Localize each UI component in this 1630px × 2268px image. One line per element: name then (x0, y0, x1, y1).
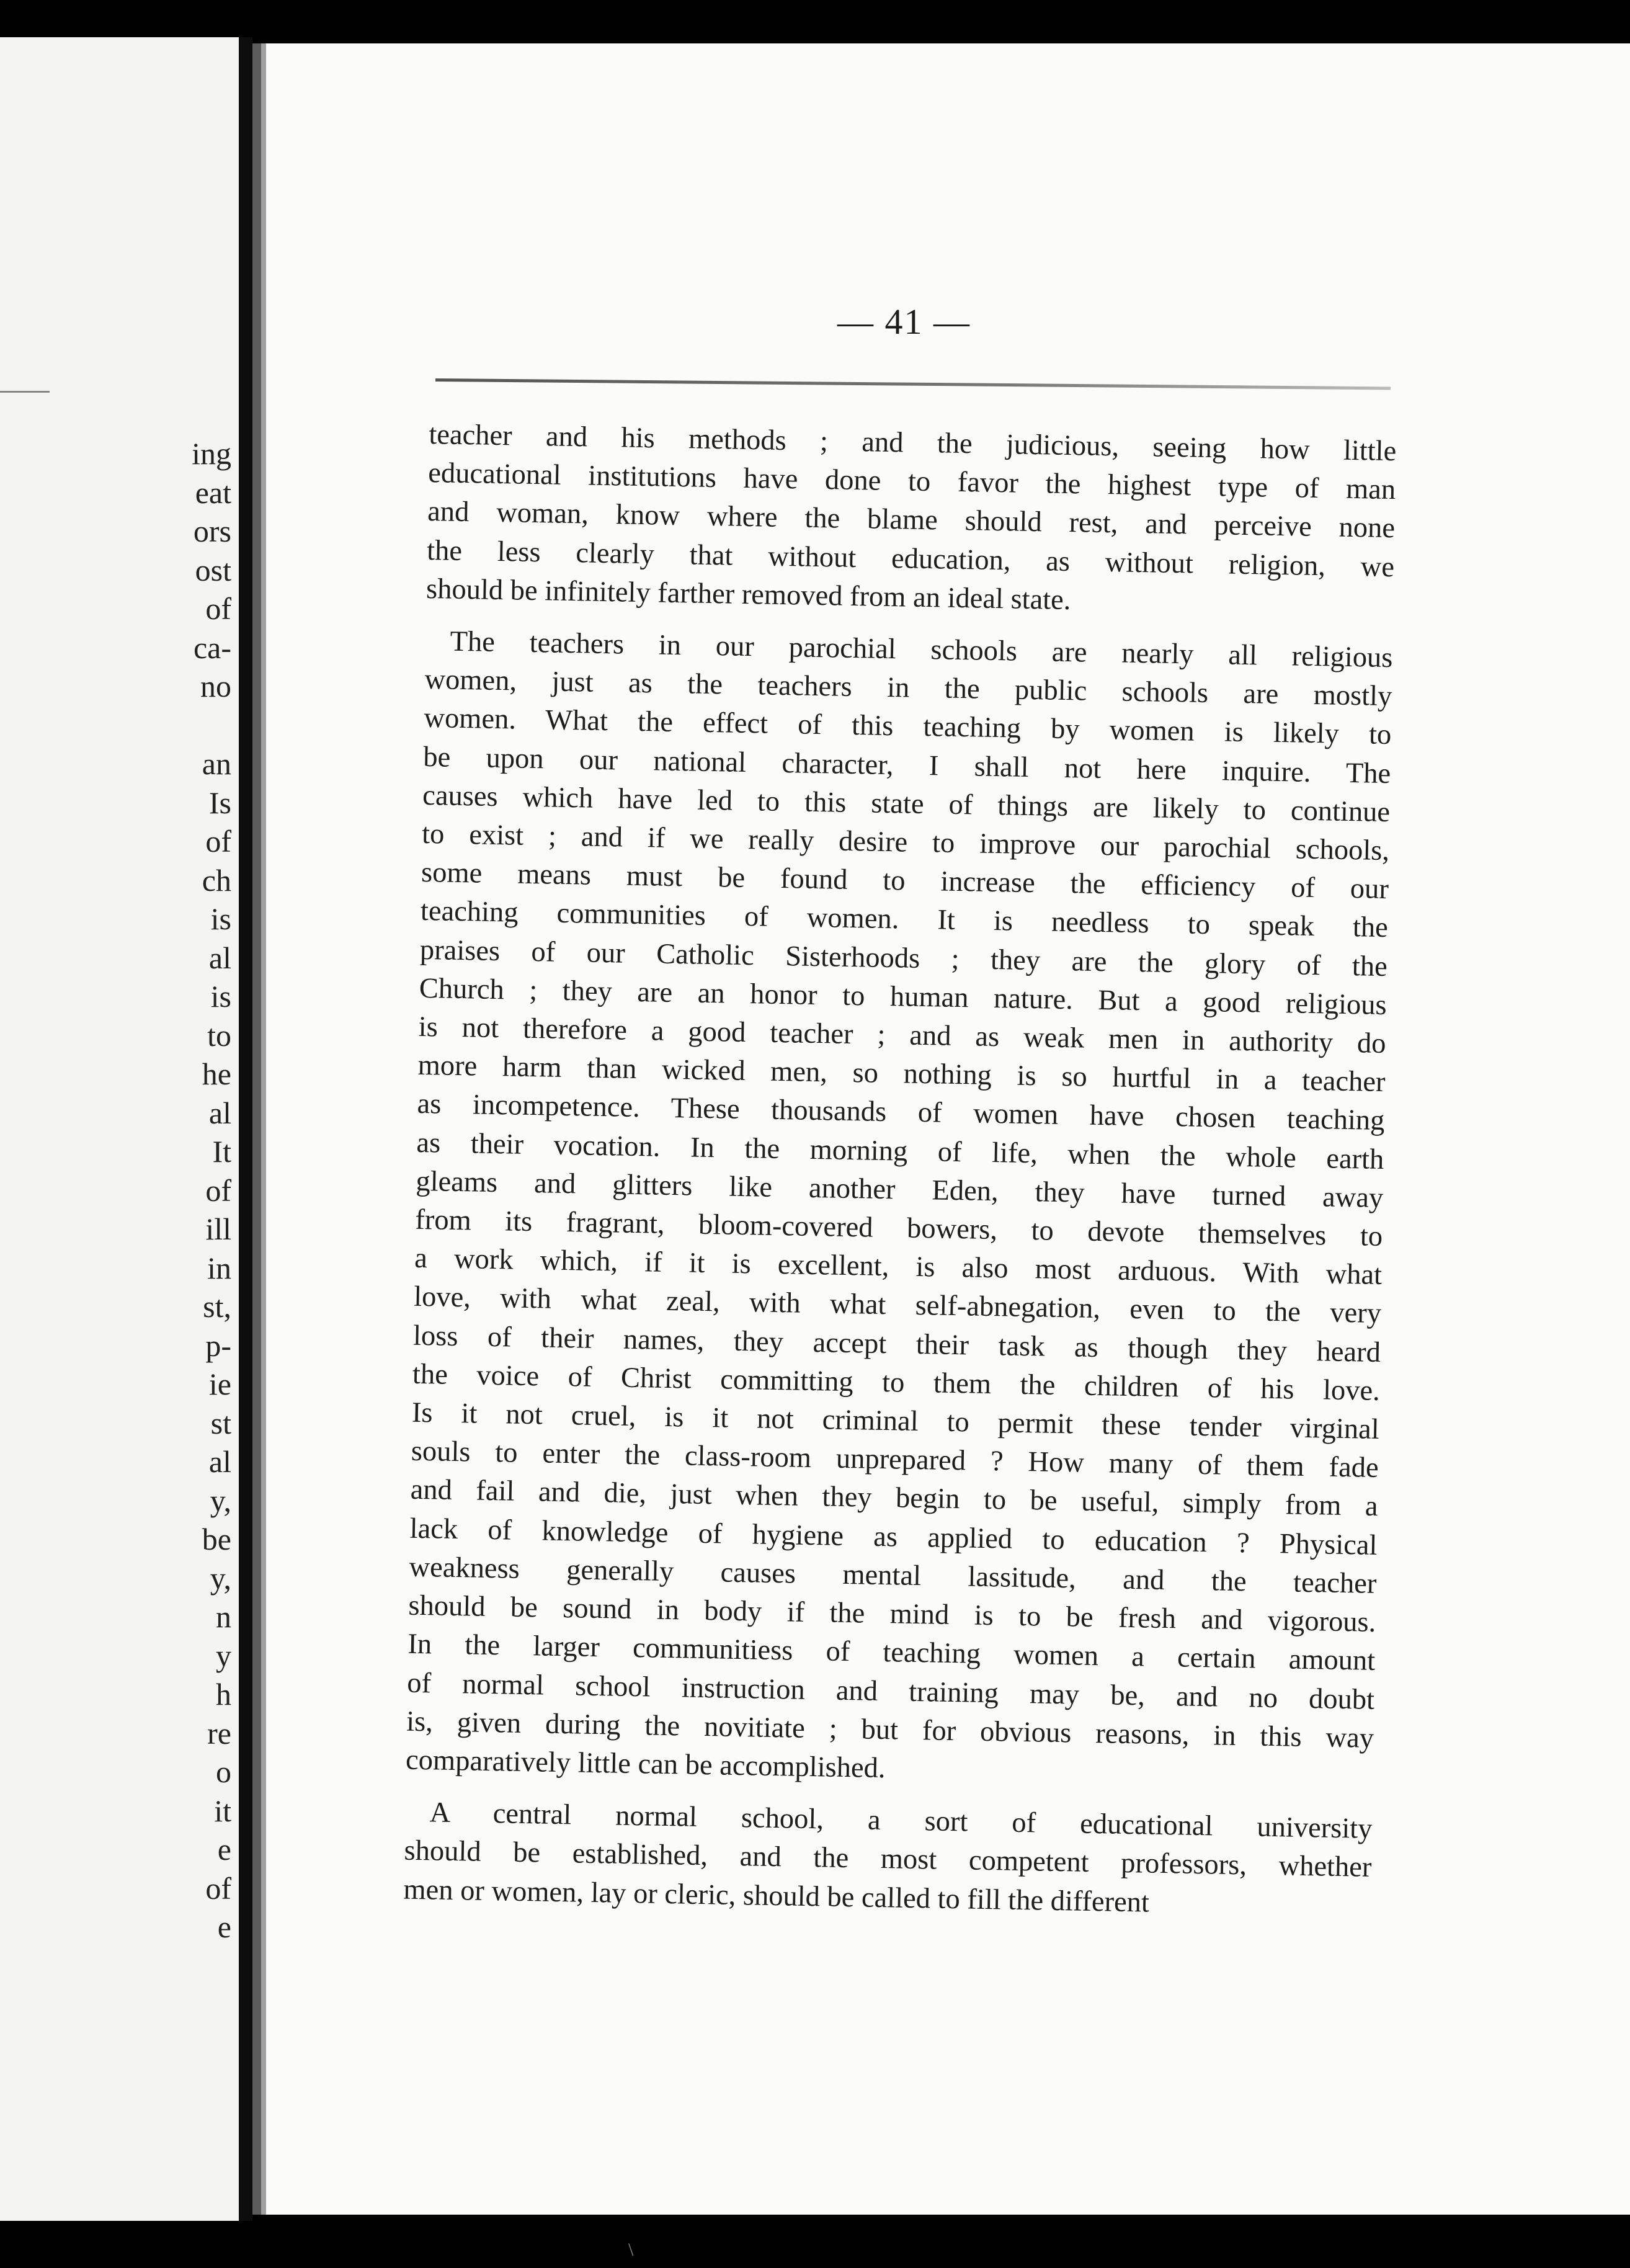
text-line: be upon our national character, I shall not here inquire. The (422, 741, 1391, 790)
left-fragment-line: p- (205, 1328, 231, 1363)
left-fragment-line: is (210, 901, 231, 936)
paragraph (406, 622, 1393, 1797)
text-line: and woman, know where the blame should rest, and perceive none (427, 496, 1396, 545)
text-line: is, given during the novitiate ; but for obvious reasons, in this way (406, 1705, 1374, 1754)
left-fragment-line: eat (195, 475, 231, 510)
left-fragment-line: al (208, 1095, 231, 1130)
text-line: teaching communities of women. It is needless to speak the (420, 895, 1389, 944)
left-fragment-line: of (205, 824, 231, 859)
left-fragment-line: e (217, 1909, 231, 1944)
left-fragment-line: no (200, 669, 231, 703)
text-line: should be sound in body if the mind is to be fresh and vigorous. (408, 1589, 1376, 1639)
text-line: some means must be found to increase the efficiency of our (421, 857, 1389, 906)
left-fragment-line: of (205, 1870, 231, 1906)
header-rule (435, 378, 1391, 390)
left-fragment-line: st, (203, 1289, 231, 1324)
text-line: praises of our Catholic Sisterhoods ; they are the glory of the (419, 934, 1388, 983)
text-line: should be infinitely farther removed from an ideal state. (425, 573, 1071, 616)
left-fragment-line: re (207, 1715, 231, 1751)
paragraph (403, 1793, 1373, 1926)
left-fragment-line: y (216, 1638, 231, 1673)
left-fragment-line: ing (192, 436, 231, 471)
text-line: a work which, if it is excellent, is also most arduous. With what (414, 1243, 1383, 1292)
left-fragment-line: e (217, 1832, 231, 1867)
text-line: men or women, lay or cleric, should be called to fill the different (403, 1873, 1150, 1919)
left-fragment-line: of (205, 1172, 231, 1208)
left-fragment-line (192, 706, 231, 745)
text-line: weakness generally causes mental lassitude, and the teacher (409, 1551, 1377, 1600)
left-fragment-line: y, (210, 1560, 231, 1596)
text-line: to exist ; and if we really desire to improve our parochial schools, (421, 818, 1390, 867)
text-line: souls to enter the class-room unprepared ? How many of them fade (411, 1435, 1379, 1484)
text-line: women, just as the teachers in the public schools are mostly (424, 664, 1392, 713)
text-line: teacher and his methods ; and the judicious, seeing how little (429, 418, 1397, 468)
page-edge-shadow (252, 43, 261, 2215)
text-line: of normal school instruction and training may be, and no doubt (406, 1667, 1375, 1716)
text-line: Church ; they are an honor to human nature. But a good religious (419, 972, 1387, 1021)
text-line: comparatively little can be accomplished. (405, 1744, 886, 1785)
left-fragment-line: o (216, 1754, 231, 1789)
left-fragment-line: Is (208, 785, 231, 820)
left-fragment-line: ors (193, 514, 231, 548)
book-gutter (239, 37, 252, 2221)
left-fragment-line: al (208, 1444, 231, 1479)
page-edge-highlight (261, 43, 266, 2215)
text-line: from its fragrant, bloom-covered bowers, to devote themselves to (414, 1203, 1383, 1253)
left-fragment-line: ch (202, 862, 231, 898)
text-line: loss of their names, they accept their task as though they heard (412, 1319, 1381, 1368)
left-fragment-line: It (212, 1134, 231, 1169)
text-line: lack of knowledge of hygiene as applied to education ? Physical (409, 1512, 1378, 1561)
left-fragment-line: st (210, 1405, 231, 1440)
text-line: causes which have led to this state of things are likely to continue (422, 779, 1391, 828)
left-fragment-line: ost (195, 552, 231, 587)
text-line: the voice of Christ committing to them the children of his love. (412, 1358, 1381, 1407)
text-line: A central normal school, a sort of educational university (429, 1797, 1373, 1845)
page-number: — 41 — (837, 301, 971, 342)
paragraph (426, 416, 1397, 625)
left-fragment-line: be (202, 1522, 231, 1556)
text-line: should be established, and the most competent professors, whether (404, 1834, 1372, 1884)
body-text (403, 416, 1397, 1926)
left-fragment-line: ill (205, 1212, 231, 1246)
left-fragment-line: n (216, 1599, 231, 1634)
text-line: as incompetence. These thousands of women have chosen teaching (417, 1088, 1385, 1137)
scan-mark: \ (628, 2239, 634, 2260)
text-line: the less clearly that without education, as without religion, we (426, 534, 1395, 583)
left-fragment-line: ie (208, 1367, 231, 1401)
left-fragment-line: to (207, 1017, 231, 1053)
left-fragment-line: it (214, 1793, 231, 1828)
left-fragment-line: an (202, 746, 231, 781)
text-line: women. What the effect of this teaching by women is likely to (424, 702, 1392, 751)
text-line: educational institutions have done to favor the highest type of man (427, 457, 1396, 506)
left-fragment-line: he (202, 1056, 231, 1091)
left-fragment-line: h (216, 1677, 231, 1712)
text-line: gleams and glitters like another Eden, they have turned away (416, 1165, 1384, 1214)
text-line: as their vocation. In the morning of life, when the whole earth (416, 1127, 1384, 1176)
right-page (252, 43, 1630, 2215)
left-page-text-fragments (192, 434, 231, 1947)
left-fragment-line: of (205, 591, 231, 626)
text-line: is not therefore a good teacher ; and as weak men in authority do (418, 1011, 1387, 1060)
left-fragment-line: y, (210, 1483, 231, 1518)
text-line: The teachers in our parochial schools are nearly all religious (450, 625, 1393, 674)
left-page-rule (0, 391, 50, 393)
text-line: love, with what zeal, with what self-abnegation, even to the very (413, 1281, 1382, 1330)
text-line: Is it not cruel, is it not criminal to permit these tender virginal (411, 1396, 1380, 1446)
text-line: more harm than wicked men, so nothing is so hurtful in a teacher (417, 1050, 1386, 1099)
text-line: and fail and die, just when they begin to be useful, simply from a (410, 1474, 1378, 1523)
left-page (0, 37, 239, 2221)
text-line: In the larger communitiess of teaching women a certain amount (407, 1628, 1376, 1677)
left-fragment-line: al (208, 940, 231, 975)
left-fragment-line: ca- (193, 630, 231, 665)
left-fragment-line: in (207, 1250, 231, 1285)
left-fragment-line: is (210, 979, 231, 1014)
